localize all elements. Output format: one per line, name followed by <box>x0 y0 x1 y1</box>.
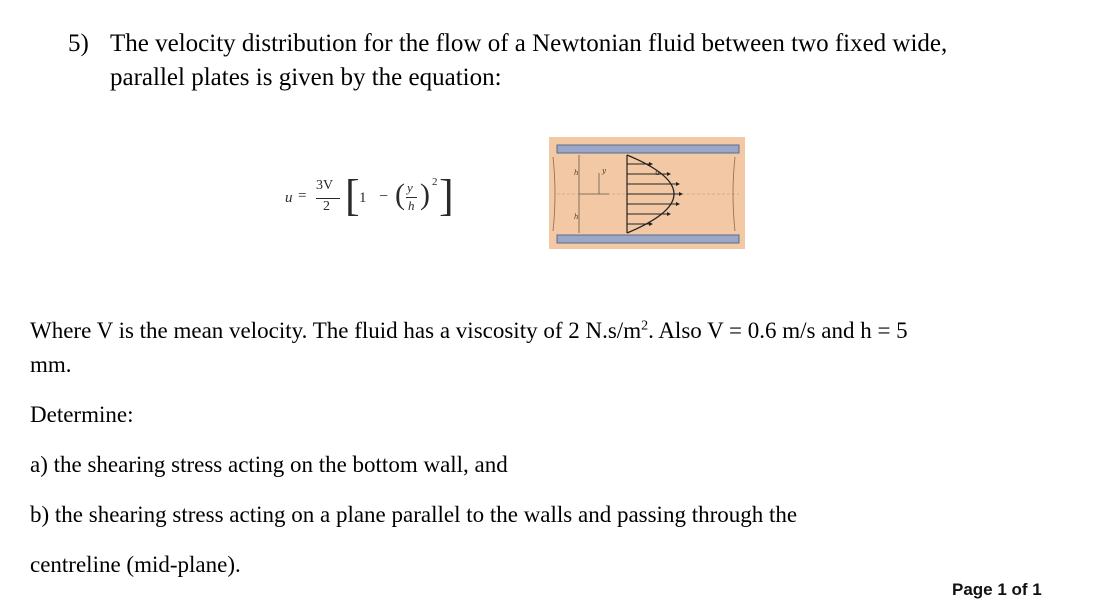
part-b-text-continued: centreline (mid-plane). <box>30 552 241 577</box>
velocity-equation <box>283 164 473 234</box>
label-h-top: h <box>574 169 579 177</box>
question-text-line-2: parallel plates is given by the equation: <box>110 64 502 91</box>
formula-right-paren: ) <box>420 178 430 211</box>
formula-ratio-numerator: y <box>407 180 413 195</box>
determine-heading: Determine: <box>30 402 134 427</box>
formula-one: 1 <box>359 190 367 206</box>
bottom-plate <box>557 235 739 243</box>
part-b-text: b) the shearing stress acting on a plane parallel to the walls and passing through the <box>30 502 798 527</box>
formula-coef-denominator: 2 <box>323 199 330 214</box>
formula-equals: = <box>298 188 307 204</box>
page-number: Page 1 of 1 <box>952 580 1042 599</box>
top-plate <box>557 145 739 153</box>
question-text-line-1: The velocity distribution for the flow of a Newtonian fluid between two fixed wide, <box>110 30 948 57</box>
formula-left-paren: ( <box>395 178 405 211</box>
label-y: y <box>602 167 606 175</box>
formula-coef-numerator: 3V <box>316 178 334 193</box>
formula-left-bracket: [ <box>345 171 360 220</box>
fluid-background <box>549 137 745 249</box>
formula-lhs: u <box>285 190 293 206</box>
given-data-unit: mm. <box>30 352 72 377</box>
part-a-text: a) the shearing stress acting on the bottom wall, and <box>30 452 508 477</box>
label-h-bottom: h <box>574 213 579 221</box>
question-number: 5) <box>68 30 89 57</box>
formula-ratio-denominator: h <box>408 198 415 213</box>
formula-power: 2 <box>432 176 438 188</box>
given-data-superscript: 2 <box>641 318 649 334</box>
formula-right-bracket: ] <box>439 171 454 220</box>
velocity-profile-diagram <box>549 137 745 249</box>
given-data-text-b: . Also V = 0.6 m/s and h = 5 <box>648 318 908 343</box>
label-u: u <box>655 169 660 177</box>
given-data-text-a: Where V is the mean velocity. The fluid has a viscosity of 2 N.s/m <box>30 318 642 343</box>
formula-minus: − <box>379 188 389 205</box>
given-data-line <box>30 318 908 344</box>
